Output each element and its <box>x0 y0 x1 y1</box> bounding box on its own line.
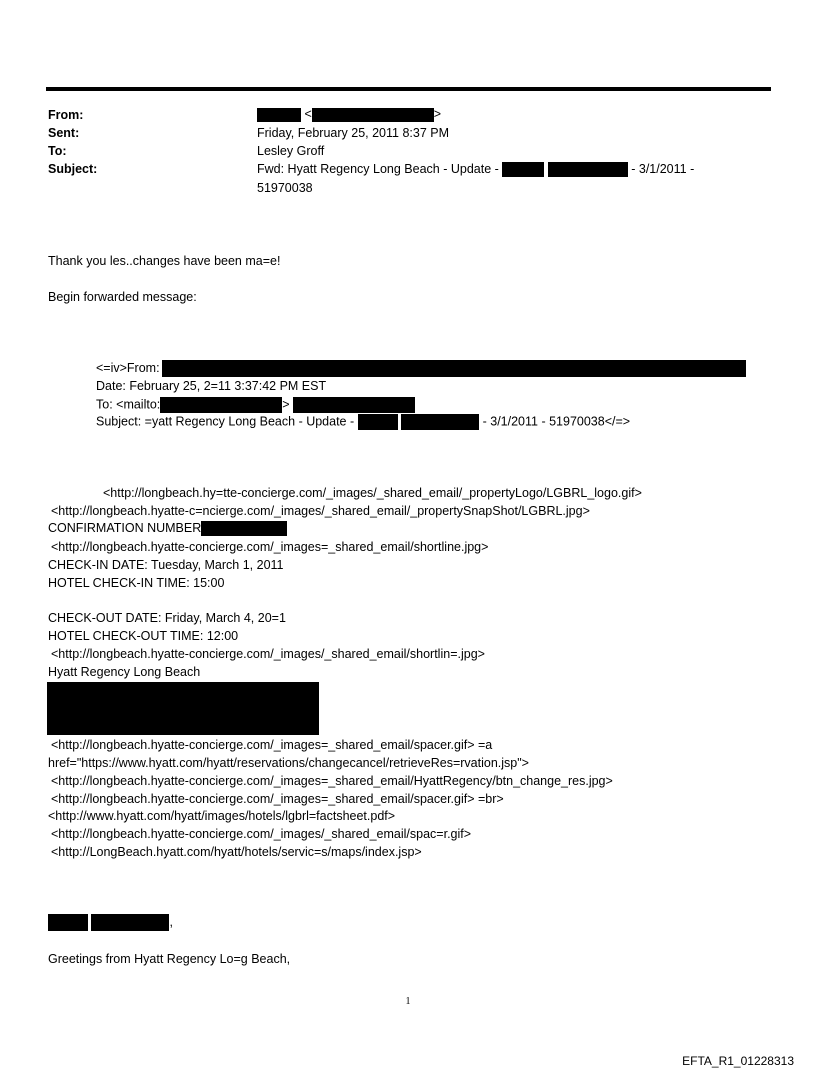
fwd-date: Date: February 25, 2=11 3:37:42 PM EST <box>96 379 327 393</box>
checkin-time: HOTEL CHECK-IN TIME: 15:00 <box>48 576 225 590</box>
document-id: EFTA_R1_01228313 <box>682 1054 794 1068</box>
to-label: To: <box>48 144 67 158</box>
redaction-block <box>293 397 415 413</box>
confirmation-number: CONFIRMATION NUMBER <box>48 521 287 536</box>
redaction-block <box>502 162 544 177</box>
snapshot-url: <http://longbeach.hyatte-c=ncierge.com/_images/_shared_email/_propertySnapShot/LGBRL.jpg> <box>51 504 590 518</box>
sent-value: Friday, February 25, 2011 8:37 PM <box>257 126 449 140</box>
redaction-block <box>312 108 434 122</box>
shortline2-url: <http://longbeach.hyatte-concierge.com/_images/_shared_email/shortlin=.jpg> <box>51 647 485 661</box>
greetings-text: Greetings from Hyatt Regency Lo=g Beach, <box>48 952 291 966</box>
thanks-text: Thank you les..changes have been ma=e! <box>48 254 281 268</box>
fwd-subject: Subject: =yatt Regency Long Beach - Update - - 3/1/2011 - 51970038</=> <box>96 414 631 429</box>
maps-url: <http://LongBeach.hyatt.com/hyatt/hotels/servic=s/maps/index.jsp> <box>51 845 422 859</box>
subject-label: Subject: <box>48 162 98 176</box>
href-line: href="https://www.hyatt.com/hyatt/reservations/changecancel/retrieveRes=rvation.jsp"> <box>48 756 529 770</box>
page-number: 1 <box>405 996 411 1007</box>
spacer-url-1: <http://longbeach.hyatte-concierge.com/_images=_shared_email/spacer.gif> =a <box>51 738 493 752</box>
subject-value: Fwd: Hyatt Regency Long Beach - Update - - 3/1/2011 - <box>257 162 695 176</box>
begin-forwarded-text: Begin forwarded message: <box>48 290 197 304</box>
subject-value-line2: 51970038 <box>257 181 313 195</box>
redaction-block <box>91 914 169 931</box>
from-value: < > <box>257 107 441 122</box>
btn-change-url: <http://longbeach.hyatte-concierge.com/_images=_shared_email/HyattRegency/btn_change_res.jpg> <box>51 774 613 788</box>
sent-label: Sent: <box>48 126 80 140</box>
checkin-date: CHECK-IN DATE: Tuesday, March 1, 2011 <box>48 558 284 572</box>
spacer-url-3: <http://longbeach.hyatte-concierge.com/_images/_shared_email/spac=r.gif> <box>51 827 472 841</box>
redaction-block <box>201 521 287 536</box>
redaction-block <box>160 397 282 413</box>
salutation: , <box>48 914 173 931</box>
checkout-date: CHECK-OUT DATE: Friday, March 4, 20=1 <box>48 611 286 625</box>
redaction-block <box>48 914 88 931</box>
to-value: Lesley Groff <box>257 144 325 158</box>
from-label: From: <box>48 108 84 122</box>
address-redaction <box>47 682 319 735</box>
fwd-from: <=iv>From: <box>96 360 746 377</box>
redaction-block <box>358 414 398 430</box>
fwd-to: To: <mailto: > <box>96 397 415 413</box>
redaction-block <box>401 414 479 430</box>
header-rule <box>46 87 771 91</box>
redaction-block <box>162 360 746 377</box>
checkout-time: HOTEL CHECK-OUT TIME: 12:00 <box>48 629 239 643</box>
logo-url: <http://longbeach.hy=tte-concierge.com/_images/_shared_email/_propertyLogo/LGBRL_logo.gif> <box>103 486 642 500</box>
redaction-block <box>548 162 628 177</box>
spacer-url-2: <http://longbeach.hyatte-concierge.com/_images=_shared_email/spacer.gif> =br> <box>51 792 504 806</box>
shortline-url: <http://longbeach.hyatte-concierge.com/_images=_shared_email/shortline.jpg> <box>51 540 489 554</box>
factsheet-url: <http://www.hyatt.com/hyatt/images/hotels/lgbrl=factsheet.pdf> <box>48 809 396 823</box>
hotel-name: Hyatt Regency Long Beach <box>48 665 201 679</box>
redaction-block <box>257 108 301 122</box>
